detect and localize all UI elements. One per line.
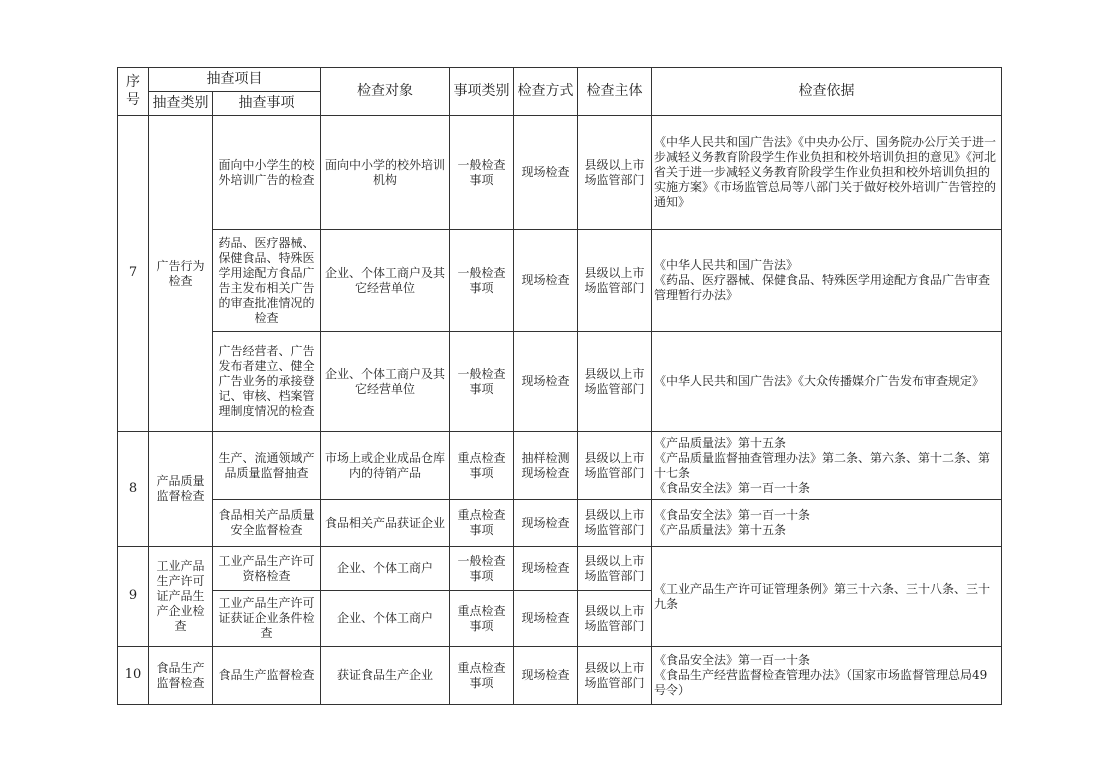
row-method: 现场检查: [514, 116, 578, 230]
basis-line: 《中华人民共和国广告法》《大众传播媒介广告发布审查规定》: [654, 374, 985, 388]
inspection-table: [117, 67, 1002, 705]
row-target: 获证食品生产企业: [321, 647, 450, 705]
row-basis: [652, 332, 1002, 432]
row-method: 现场检查: [514, 332, 578, 432]
header-project: 抽查项目: [149, 68, 321, 92]
row-target: 面向中小学的校外培训机构: [321, 116, 450, 230]
header-type: 事项类别: [450, 68, 514, 116]
header-item: 抽查事项: [213, 92, 321, 116]
header-target: 检查对象: [321, 68, 450, 116]
row-subject: 县级以上市场监管部门: [578, 647, 652, 705]
header-seq: 序号: [118, 68, 149, 116]
row-subject: 县级以上市场监管部门: [578, 432, 652, 500]
header-category: 抽查类别: [149, 92, 213, 116]
row-basis: [652, 500, 1002, 547]
row-basis: [652, 647, 1002, 705]
row-method: 现场检查: [514, 230, 578, 332]
table-row: [118, 332, 1002, 432]
row-basis: [652, 230, 1002, 332]
row-method: 现场检查: [514, 500, 578, 547]
row-type: 一般检查事项: [450, 230, 514, 332]
row-target: 市场上或企业成品仓库内的待销产品: [321, 432, 450, 500]
row-target: 企业、个体工商户: [321, 547, 450, 591]
row-item: 食品生产监督检查: [213, 647, 321, 705]
table-row: [118, 500, 1002, 547]
basis-line: 《食品安全法》第一百一十条: [654, 653, 811, 667]
table-row: [118, 647, 1002, 705]
basis-line: 《产品质量法》第十五条: [654, 523, 787, 537]
row-subject: 县级以上市场监管部门: [578, 332, 652, 432]
row-basis: [652, 547, 1002, 647]
table-body: [118, 116, 1002, 705]
basis-line: 《食品安全法》第一百一十条: [654, 480, 811, 495]
basis-line: 《食品安全法》第一百一十条: [654, 508, 811, 522]
row-basis: [652, 116, 1002, 230]
row-target: 食品相关产品获证企业: [321, 500, 450, 547]
row-seq: 10: [118, 647, 149, 705]
row-type: 重点检查事项: [450, 432, 514, 500]
row-basis: [652, 432, 1002, 500]
row-target: 企业、个体工商户及其它经营单位: [321, 332, 450, 432]
basis-line: 《药品、医疗器械、保健食品、特殊医学用途配方食品广告审查管理暂行办法》: [654, 273, 991, 302]
basis-line: 《产品质量监督抽查管理办法》第二条、第六条、第十二条、第十七条: [654, 450, 991, 480]
row-type: 一般检查事项: [450, 547, 514, 591]
row-item: 工业产品生产许可证获证企业条件检查: [213, 591, 321, 647]
row-category: 产品质量监督检查: [149, 432, 213, 547]
row-seq: 8: [118, 432, 149, 547]
row-item: 面向中小学生的校外培训广告的检查: [213, 116, 321, 230]
basis-line: 《中华人民共和国广告法》《中央办公厅、国务院办公厅关于进一步减轻义务教育阶段学生作业负担和校外培训负担的意见》《河北省关于进一步减轻义务教育阶段学生作业负担和校外培训负担的实施方案》《市场监管总局等八部门关于做好校外培训广告管控的通知》: [654, 135, 997, 209]
basis-line: 《中华人民共和国广告法》: [654, 258, 799, 272]
row-category: 工业产品生产许可证产品生产企业检查: [149, 547, 213, 647]
row-subject: 县级以上市场监管部门: [578, 116, 652, 230]
row-type: 重点检查事项: [450, 500, 514, 547]
row-subject: 县级以上市场监管部门: [578, 591, 652, 647]
table-row: [118, 116, 1002, 230]
row-item: 食品相关产品质量安全监督检查: [213, 500, 321, 547]
table-header: [118, 68, 1002, 116]
row-seq: 7: [118, 116, 149, 432]
basis-line: 《工业产品生产许可证管理条例》第三十六条、三十八条、三十九条: [654, 581, 991, 611]
row-seq: 9: [118, 547, 149, 647]
row-target: 企业、个体工商户及其它经营单位: [321, 230, 450, 332]
row-method: 现场检查: [514, 547, 578, 591]
header-subject: 检查主体: [578, 68, 652, 116]
row-subject: 县级以上市场监管部门: [578, 500, 652, 547]
basis-line: 《产品质量法》第十五条: [654, 435, 787, 450]
row-method: 抽样检测现场检查: [514, 432, 578, 500]
row-category: 食品生产监督检查: [149, 647, 213, 705]
row-type: 重点检查事项: [450, 591, 514, 647]
row-target: 企业、个体工商户: [321, 591, 450, 647]
row-item: 药品、医疗器械、保健食品、特殊医学用途配方食品广告主发布相关广告的审查批准情况的检查: [213, 230, 321, 332]
row-type: 重点检查事项: [450, 647, 514, 705]
row-type: 一般检查事项: [450, 116, 514, 230]
row-subject: 县级以上市场监管部门: [578, 230, 652, 332]
table-row: [118, 230, 1002, 332]
header-basis: 检查依据: [652, 68, 1002, 116]
row-method: 现场检查: [514, 647, 578, 705]
row-item: 生产、流通领域产品质量监督抽查: [213, 432, 321, 500]
table-row: [118, 547, 1002, 591]
table-row: [118, 432, 1002, 500]
row-subject: 县级以上市场监管部门: [578, 547, 652, 591]
row-category: 广告行为检查: [149, 116, 213, 432]
row-item: 工业产品生产许可资格检查: [213, 547, 321, 591]
row-type: 一般检查事项: [450, 332, 514, 432]
header-method: 检查方式: [514, 68, 578, 116]
basis-line: 《食品生产经营监督检查管理办法》（国家市场监督管理总局49号令）: [654, 668, 988, 697]
row-item: 广告经营者、广告发布者建立、健全广告业务的承接登记、审核、档案管理制度情况的检查: [213, 332, 321, 432]
row-method: 现场检查: [514, 591, 578, 647]
